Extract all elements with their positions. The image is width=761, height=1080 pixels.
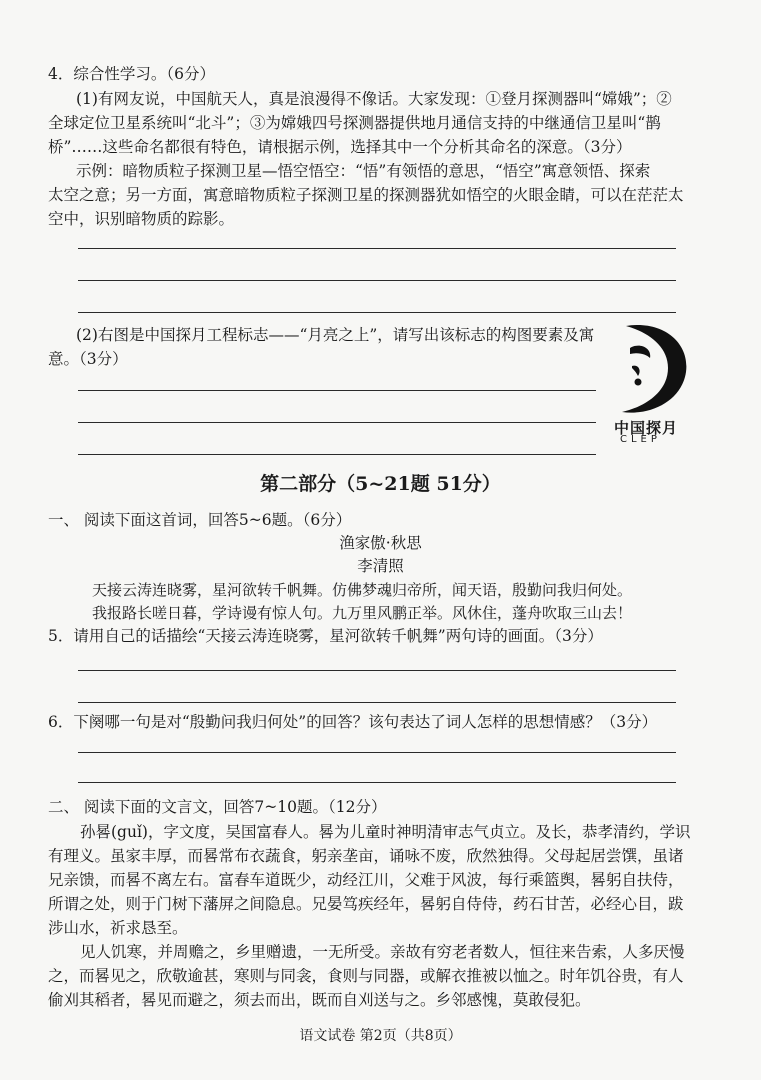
- poem-title: 渔家傲·秋思: [339, 534, 422, 552]
- q5-text: 5．请用自己的话描绘“天接云涛连晓雾，星河欲转千帆舞”两句诗的画面。（3分）: [48, 627, 603, 645]
- poem-line-1: 天接云涛连晓雾，星河欲转千帆舞。仿佛梦魂归帝所，闻天语，殷勤问我归何处。: [92, 581, 633, 599]
- answer-line-q4-1c[interactable]: [78, 312, 676, 313]
- part2-title: 第二部分（5~21题 51分）: [260, 473, 501, 495]
- q4-part2-line2: 意。（3分）: [48, 350, 128, 368]
- classical-text-line-5: 涉山水，祈求恳至。: [48, 919, 188, 937]
- answer-line-q4-1a[interactable]: [78, 248, 676, 249]
- answer-line-q6-b[interactable]: [78, 782, 676, 783]
- section1-heading: 一、 阅读下面这首词，回答5~6题。（6分）: [48, 511, 352, 529]
- logo-name-en: CLEP: [620, 434, 661, 445]
- q4-part1-line2: 全球定位卫星系统叫“北斗”；③为嫦娥四号探测器提供地月通信支持的中继通信卫星叫“鹊: [48, 114, 661, 132]
- q4-example-line3: 空中，识别暗物质的踪影。: [48, 210, 235, 228]
- q4-part2-line1: (2)右图是中国探月工程标志——“月亮之上”，请写出该标志的构图要素及寓: [76, 326, 595, 344]
- classical-text-line-2: 有理义。虽家丰厚，而晷常布衣蔬食，躬亲垄亩，诵咏不废，欣然独得。父母起居尝馔，虽诸: [48, 847, 684, 865]
- page-footer: 语文试卷 第2页（共8页）: [299, 1028, 462, 1044]
- answer-line-q4-2a[interactable]: [78, 390, 596, 391]
- q4-part1-line1: (1)有网友说，中国航天人，真是浪漫得不像话。大家发现：①登月探测器叫“嫦娥”；②: [76, 90, 672, 108]
- q6-text: 6．下阕哪一句是对“殷勤问我归何处”的回答？该句表达了词人怎样的思想情感？（3分）: [48, 713, 658, 731]
- q4-part1-line3: 桥”……这些命名都很有特色，请根据示例，选择其中一个分析其命名的深意。（3分）: [48, 138, 632, 156]
- poem-line-2: 我报路长嗟日暮，学诗谩有惊人句。九万里风鹏正举。风休住，蓬舟吹取三山去！: [92, 604, 633, 622]
- q4-heading: 4．综合性学习。（6分）: [48, 65, 215, 83]
- answer-line-q4-2c[interactable]: [78, 454, 596, 455]
- classical-text-line-4: 所谓之处，则于门树下藩屏之间隐息。兄晏笃疾经年，晷躬自侍侍，药石甘苦，必经心目，跋: [48, 895, 684, 913]
- classical-text-line-3: 兄亲馈，而晷不离左右。富春车道既少，动经江川，父难于风波，每行乘篮舆，晷躬自扶侍，: [48, 871, 684, 889]
- answer-line-q4-1b[interactable]: [78, 280, 676, 281]
- answer-line-q5-b[interactable]: [78, 702, 676, 703]
- logo-name-cn: 中国探月: [614, 419, 679, 437]
- classical-text-line-6: 见人饥寒，并周赡之，乡里赠遗，一无所受。亲故有穷老者数人，恒往来告索，人多厌慢: [80, 943, 685, 961]
- q4-example-line2: 太空之意；另一方面，寓意暗物质粒子探测卫星的探测器犹如悟空的火眼金睛，可以在茫茫太: [48, 186, 684, 204]
- classical-text-line-7: 之，而晷见之，欣敬逾甚，寒则与同衾，食则与同器，或解衣推被以恤之。时年饥谷贵，有人: [48, 967, 684, 985]
- answer-line-q6-a[interactable]: [78, 752, 676, 753]
- answer-line-q5-a[interactable]: [78, 670, 676, 671]
- section2-heading: 二、 阅读下面的文言文，回答7~10题。（12分）: [48, 798, 387, 816]
- poem-author: 李清照: [357, 557, 404, 575]
- q4-example-line1: 示例：暗物质粒子探测卫星—悟空悟空：“悟”有领悟的意思，“悟空”寓意领悟、探索: [76, 162, 651, 180]
- answer-line-q4-2b[interactable]: [78, 422, 596, 423]
- classical-text-line-8: 偷刈其稻者，晷见而避之，须去而出，既而自刈送与之。乡邻感愧，莫敢侵犯。: [48, 991, 591, 1009]
- classical-text-line-1: 孙晷(guǐ)，字文度，吴国富春人。晷为儿童时神明清审志气贞立。及长，恭孝清约，学识: [80, 823, 691, 841]
